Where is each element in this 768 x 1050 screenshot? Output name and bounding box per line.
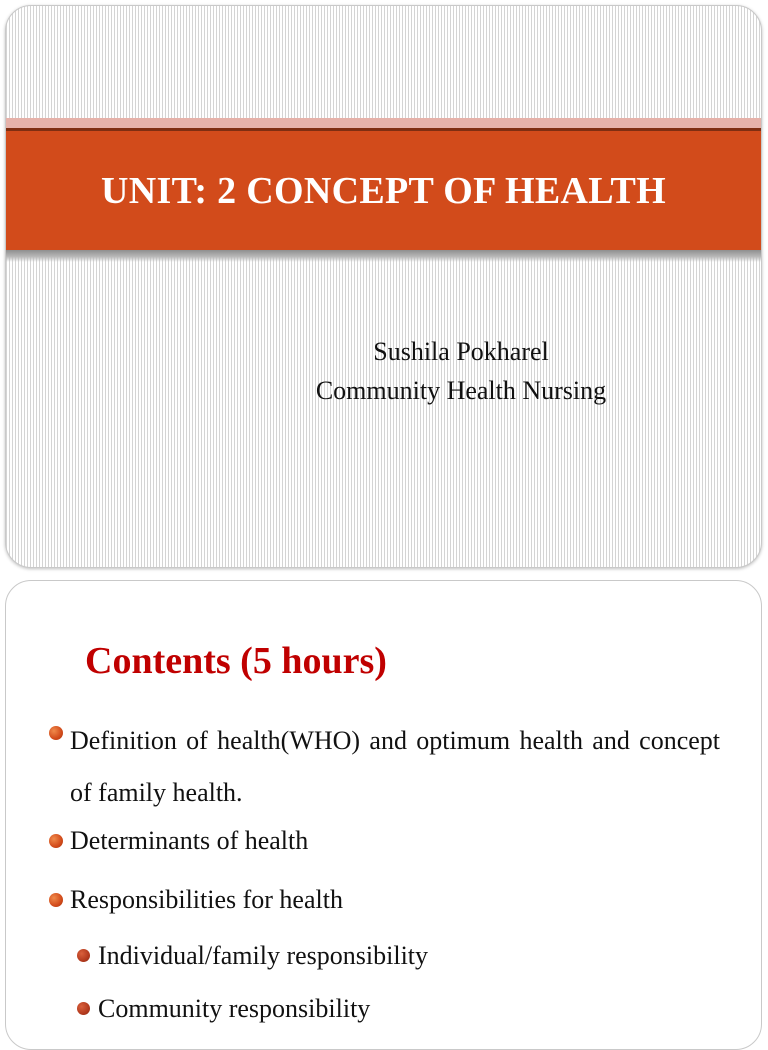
sub-list-item-text: Individual/family responsibility xyxy=(98,941,429,970)
sub-list-item xyxy=(6,991,761,1027)
title-slide xyxy=(5,5,762,568)
sub-bullet-dot-icon xyxy=(77,1002,90,1015)
slide-title: UNIT: 2 CONCEPT OF HEALTH xyxy=(101,169,666,212)
title-band xyxy=(6,128,761,250)
subtitle-block xyxy=(266,332,656,410)
course-name: Community Health Nursing xyxy=(315,376,607,405)
contents-list xyxy=(6,715,761,1027)
sub-list-item xyxy=(6,938,761,974)
list-item-text: Determinants of health xyxy=(70,826,309,855)
list-item-text: Definition of health(WHO) and optimum health and concept of family health. xyxy=(70,726,720,807)
bullet-dot-icon xyxy=(49,834,63,848)
bullet-dot-icon xyxy=(49,893,63,907)
contents-slide xyxy=(5,580,762,1050)
sub-list-item-text: Community responsibility xyxy=(98,994,371,1023)
list-item xyxy=(6,823,761,859)
list-item xyxy=(6,882,761,918)
bullet-dot-icon xyxy=(49,726,63,740)
sub-bullet-dot-icon xyxy=(77,949,90,962)
title-band-shadow xyxy=(6,250,761,262)
author-name: Sushila Pokharel xyxy=(373,337,549,366)
list-item xyxy=(6,715,761,819)
contents-heading: Contents (5 hours) xyxy=(85,640,387,682)
list-item-text: Responsibilities for health xyxy=(70,885,343,914)
accent-strip xyxy=(6,118,761,128)
